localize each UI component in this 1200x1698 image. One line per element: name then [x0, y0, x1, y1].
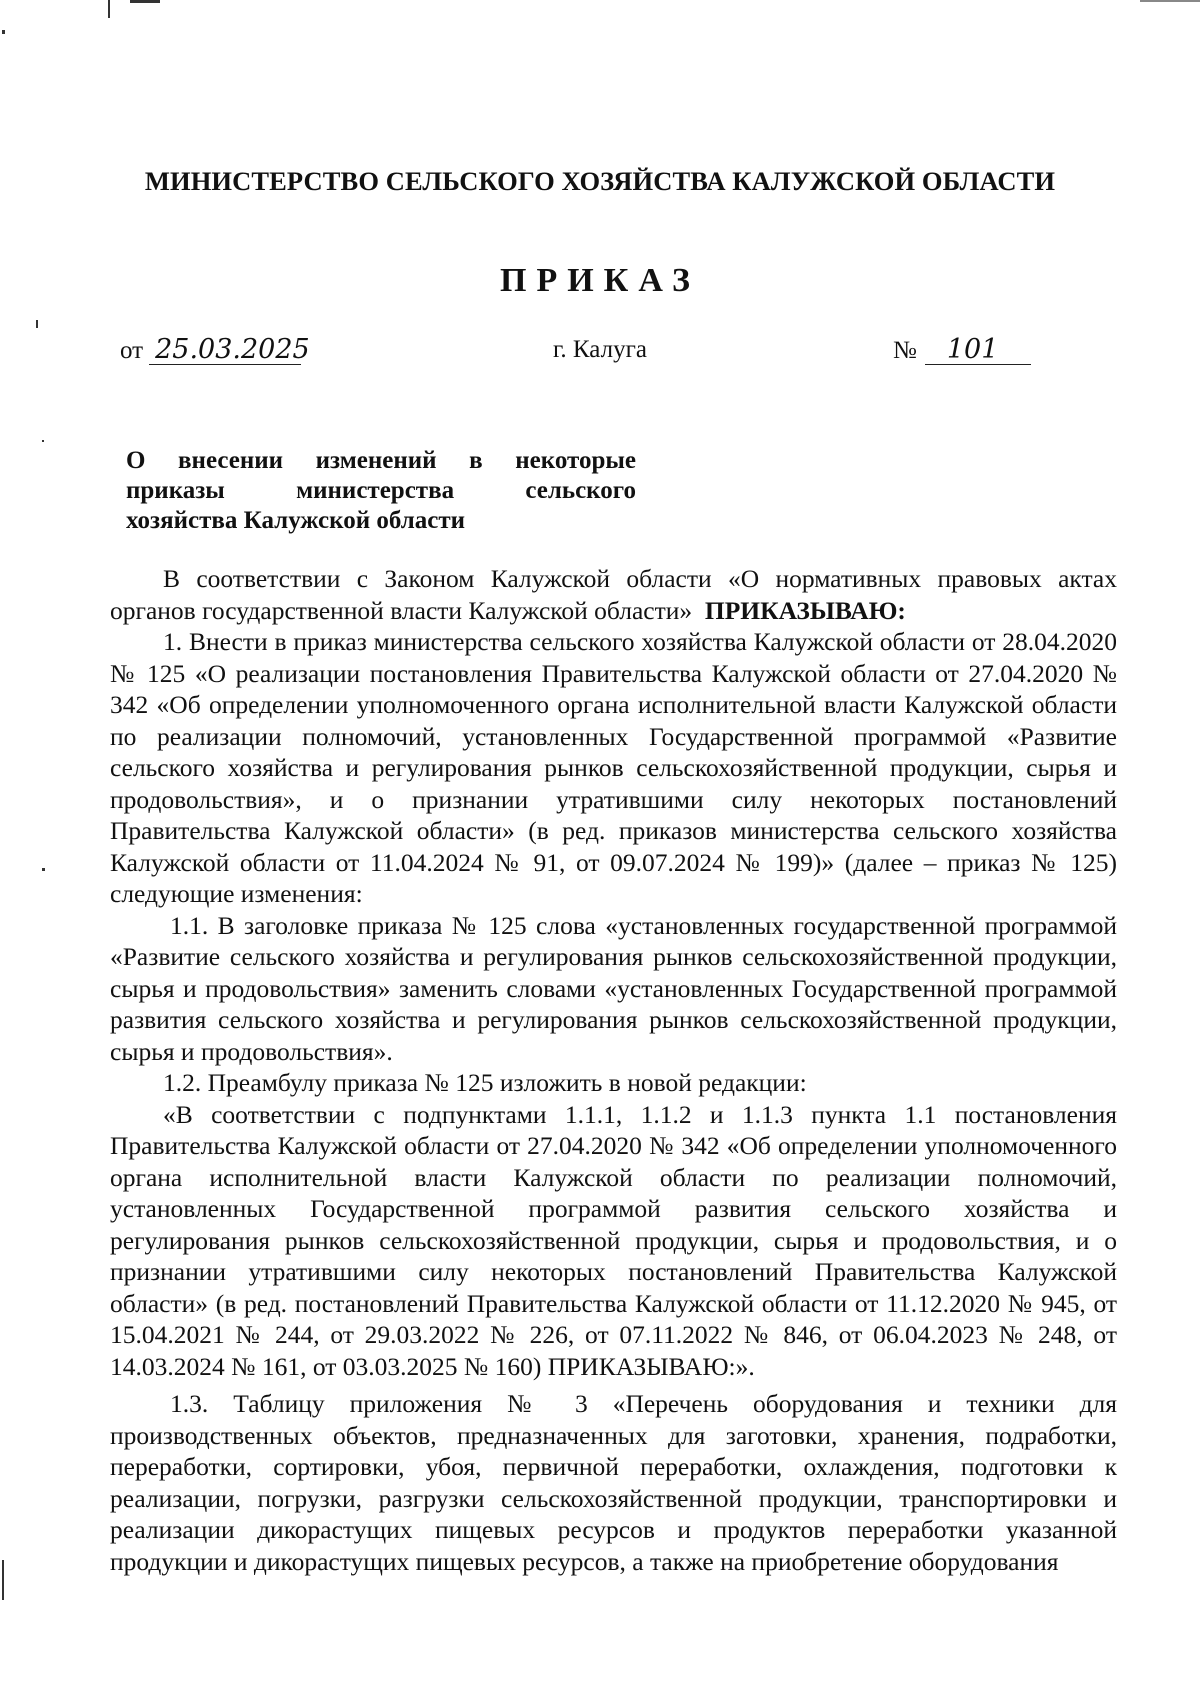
- handwritten-number: 101: [925, 336, 1031, 365]
- date-prefix: от: [120, 337, 144, 364]
- item-1-3-number: 1.3.: [170, 1389, 209, 1418]
- order-city: г. Калуга: [553, 336, 647, 363]
- item-1-1: 1.1. В заголовке приказа № 125 слова «установленных государственной программой «Развитие сельского хозяйства и регулирования рынков сельскохозяйственной продукции, сырья и продовольствия» заменить словами «установленных Государственной программой развития сельского хозяйства и регулирования рынков сельскохозяйственной продукции, сырья и продовольствия».: [110, 910, 1117, 1066]
- scan-artifact: [108, 0, 110, 18]
- ministry-name: МИНИСТЕРСТВО СЕЛЬСКОГО ХОЗЯЙСТВА КАЛУЖСКОЙ ОБЛАСТИ: [144, 166, 1056, 196]
- item-1: 1. Внести в приказ министерства сельского хозяйства Калужской области от 28.04.2020 № 125 «О реализации постановления Правительства Калужской области от 27.04.2020 № 342 «Об определении уполномоченного органа исполнительной власти Калужской области по реализации полномочий, установленных Государственной программой «Развитие сельского хозяйства и регулирования рынков сельскохозяйственной продукции, сырья и продовольствия», и о признании утратившими силу некоторых постановлений Правительства Калужской области» (в ред. приказов министерства сельского хозяйства Калужской области от 11.04.2024 № 91, от 09.07.2024 № 199)» (далее – приказ № 125) следующие изменения:: [110, 627, 1117, 908]
- subject-line: приказы министерства сельского: [126, 477, 636, 504]
- document-type-title: ПРИКАЗ: [500, 262, 700, 299]
- scan-artifact: [1140, 0, 1200, 2]
- item-1-3: [110, 1388, 1117, 1577]
- item-1-3-text: Таблицу приложения № 3 «Перечень оборудования и техники для производственных объектов, предназначенных для заготовки, хранения, подработки, переработки, сортировки, убоя, первичной переработки, охлаждения, подготовки к реализации, погрузки, разгрузки сельскохозяйственной продукции, транспортировки и реализации дикорастущих пищевых ресурсов и продуктов переработки указанной продукции и дикорастущих пищевых ресурсов, а также на приобретение оборудования: [110, 1389, 1117, 1576]
- scan-artifact: [42, 440, 44, 442]
- order-body: [110, 563, 1117, 1577]
- scan-artifact: [36, 320, 38, 328]
- subject-line: О внесении изменений в некоторые: [126, 447, 636, 474]
- order-word: ПРИКАЗЫВАЮ:: [704, 595, 906, 625]
- preamble-text: В соответствии с Законом Калужской области «О нормативных правовых актах органов государственной власти Калужской области»: [110, 564, 1117, 625]
- subject-line: хозяйства Калужской области: [126, 507, 466, 534]
- handwritten-date: 25.03.2025: [149, 336, 301, 365]
- item-1-2-quote: «В соответствии с подпунктами 1.1.1, 1.1.2 и 1.1.3 пункта 1.1 постановления Правительства Калужской области от 27.04.2020 № 342 «Об определении уполномоченного органа исполнительной власти Калужской области по реализации полномочий, установленных Государственной программой развития сельского хозяйства и регулирования рынков сельскохозяйственной продукции, сырья и продовольствия, и о признании утратившими силу некоторых постановлений Правительства Калужской области» (в ред. постановлений Правительства Калужской области от 11.12.2020 № 945, от 15.04.2021 № 244, от 29.03.2022 № 226, от 07.11.2022 № 846, от 06.04.2023 № 248, от 14.03.2024 № 161, от 03.03.2025 № 160) ПРИКАЗЫВАЮ:».: [110, 1099, 1117, 1381]
- number-sign: №: [893, 337, 917, 364]
- order-subject: [126, 446, 636, 536]
- order-number: [893, 336, 1031, 365]
- item-1-2: 1.2. Преамбулу приказа № 125 изложить в новой редакции:: [163, 1068, 807, 1097]
- scan-artifact: [2, 30, 5, 34]
- scan-artifact: [2, 1560, 4, 1600]
- order-date: [120, 334, 310, 365]
- scan-artifact: [130, 0, 160, 3]
- scan-artifact: [42, 868, 45, 871]
- preamble-paragraph: [110, 563, 1117, 626]
